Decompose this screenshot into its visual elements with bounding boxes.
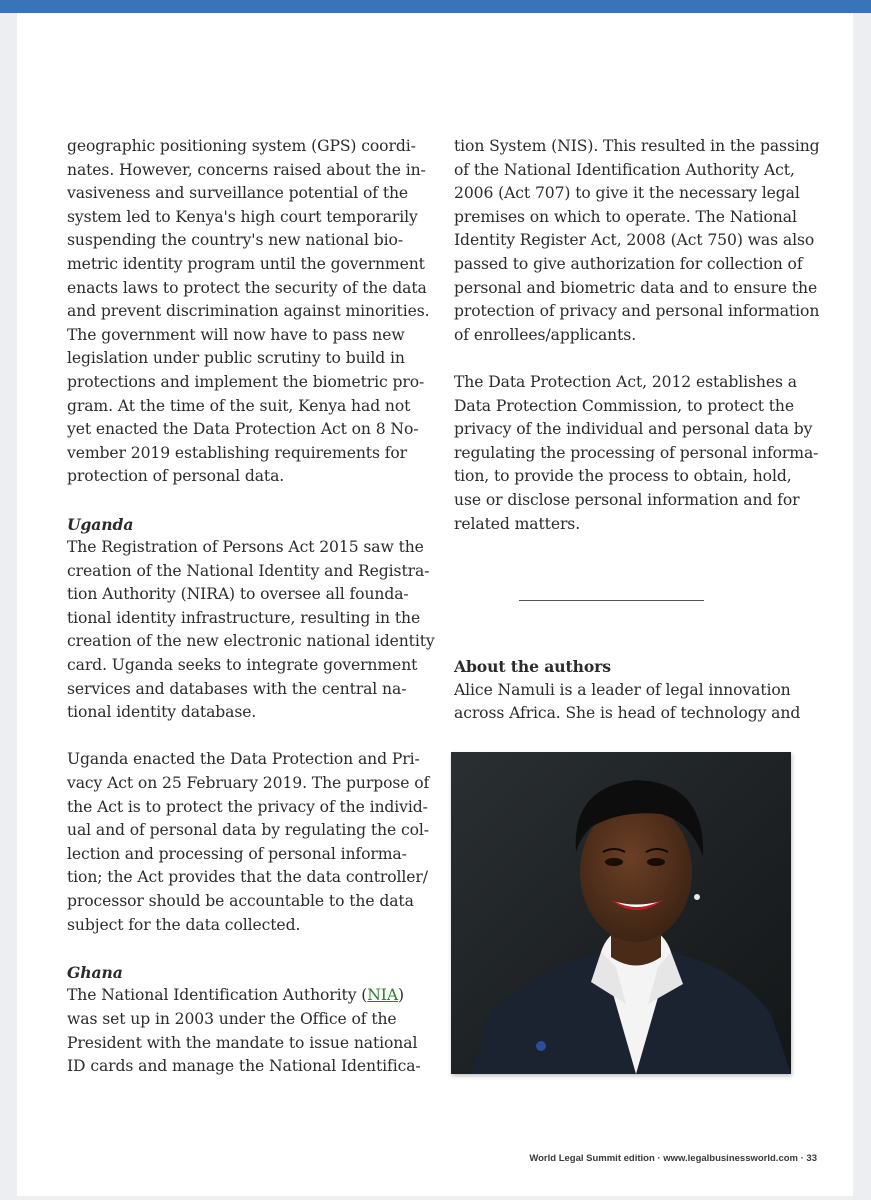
kenya-paragraph-line: nates. However, concerns raised about the in- [67,160,426,179]
uganda-paragraph-2-line: Uganda enacted the Data Protection and Pri- [67,750,420,769]
uganda-paragraph-2-line: lection and processing of personal informa- [67,844,407,863]
data-protection-act-line: use or disclose personal information and for [454,490,800,509]
top-accent-bar [0,0,871,13]
kenya-paragraph-line: vember 2019 establishing requirements for [67,443,408,462]
kenya-paragraph-line: suspending the country's new national bio- [67,231,403,250]
kenya-paragraph-line: legislation under public scrutiny to build in [67,349,405,368]
uganda-paragraph-2-line: tion; the Act provides that the data controller/ [67,868,428,887]
ghana-continued-line: 2006 (Act 707) to give it the necessary legal [454,184,800,203]
kenya-paragraph-line: yet enacted the Data Protection Act on 8 No- [67,420,419,439]
data-protection-act-line: The Data Protection Act, 2012 establishes a [454,372,797,391]
ghana-paragraph-line: was set up in 2003 under the Office of the [67,1009,397,1028]
uganda-paragraph-1-line: creation of the new electronic national identity [67,632,435,651]
kenya-paragraph-line: geographic positioning system (GPS) coordi- [67,137,416,155]
about-authors-line: Alice Namuli is a leader of legal innovation [454,680,791,699]
page-footer: World Legal Summit edition · www.legalbusinessworld.com · 33 [529,1153,817,1164]
uganda-paragraph-2-line: vacy Act on 25 February 2019. The purpose of [67,774,430,793]
data-protection-act-line: regulating the processing of personal informa- [454,443,819,462]
data-protection-act-line: Data Protection Commission, to protect the [454,396,794,415]
right-column [454,135,820,536]
kenya-paragraph-line: gram. At the time of the suit, Kenya had not [67,396,411,415]
kenya-paragraph-line: system led to Kenya's high court temporarily [67,207,418,226]
left-column [67,135,435,1079]
ghana-continued-line: premises on which to operate. The National [454,207,797,226]
uganda-paragraph-1-line: The Registration of Persons Act 2015 saw the [67,538,424,557]
ghana-paragraph-continued [454,135,820,347]
kenya-paragraph-line: metric identity program until the government [67,254,425,273]
kenya-paragraph-line: enacts laws to protect the security of the data [67,278,427,297]
uganda-paragraph-2-line: processor should be accountable to the data [67,892,414,910]
data-protection-act-line: related matters. [454,514,581,533]
uganda-paragraph-2-line: the Act is to protect the privacy of the individ- [67,797,428,816]
kenya-paragraph [67,135,432,489]
ghana-text-after-link: ) [398,986,405,1005]
ghana-continued-line: passed to give authorization for collection of [454,254,803,273]
author-portrait-image [451,752,791,1074]
ghana-continued-line: personal and biometric data and to ensure the [454,278,818,297]
ghana-continued-line: protection of privacy and personal information [454,302,820,321]
about-authors-heading: About the authors [454,657,611,676]
nia-link[interactable]: NIA [367,986,399,1005]
data-protection-act-paragraph [454,371,819,536]
ghana-continued-line: Identity Register Act, 2008 (Act 750) was also [454,231,815,250]
kenya-paragraph-line: The government will now have to pass new [67,325,405,344]
data-protection-act-line: privacy of the individual and personal data by [454,420,813,439]
uganda-paragraph-1-line: tional identity database. [67,703,257,722]
kenya-paragraph-line: protection of personal data. [67,467,285,486]
uganda-paragraph-2-line: ual and of personal data by regulating the col- [67,821,429,840]
kenya-paragraph-line: and prevent discrimination against minorities. [67,302,430,321]
ghana-continued-line: of enrollees/applicants. [454,325,637,344]
uganda-paragraph-1-line: creation of the National Identity and Registra- [67,561,430,580]
uganda-heading: Uganda [67,514,134,534]
uganda-paragraph-1-line: services and databases with the central na- [67,679,407,698]
kenya-paragraph-line: protections and implement the biometric pro- [67,372,425,391]
uganda-paragraph-1-line: tional identity infrastructure, resulting in the [67,608,421,627]
ghana-text-before-link: The National Identification Authority ( [67,986,368,1005]
about-authors-text [454,679,814,726]
section-divider [519,600,704,601]
ghana-heading: Ghana [67,962,123,982]
ghana-paragraph-line: ID cards and manage the National Identifica- [67,1057,421,1076]
ghana-continued-line: of the National Identification Authority Act, [454,160,795,179]
ghana-first-line [67,984,432,1008]
about-authors-line: across Africa. She is head of technology and [454,704,801,723]
uganda-paragraph-2-line: subject for the data collected. [67,915,301,934]
author-photo [451,752,791,1074]
uganda-paragraph-1-line: tion Authority (NIRA) to oversee all founda- [67,585,409,604]
uganda-paragraph-1-line: card. Uganda seeks to integrate government [67,656,418,675]
ghana-paragraph [67,1008,432,1079]
kenya-paragraph-line: vasiveness and surveillance potential of the [67,184,409,203]
ghana-paragraph-line: President with the mandate to issue national [67,1033,418,1052]
ghana-continued-line: tion System (NIS). This resulted in the passing [454,137,820,155]
data-protection-act-line: tion, to provide the process to obtain, hold, [454,467,792,486]
uganda-paragraph-2 [67,748,432,937]
about-authors-section [454,655,814,726]
uganda-paragraph-1 [67,536,435,725]
